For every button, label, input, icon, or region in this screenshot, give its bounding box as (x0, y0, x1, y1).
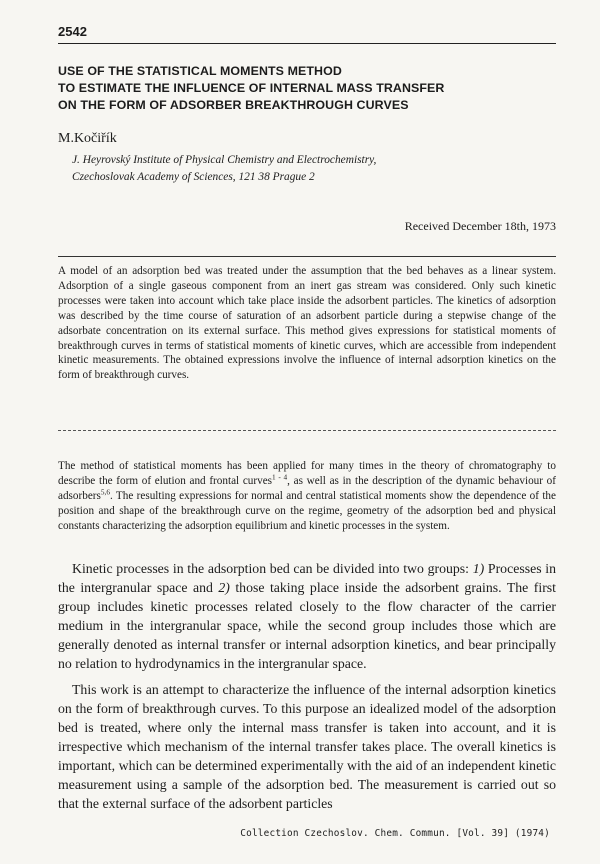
affiliation-line: J. Heyrovský Institute of Physical Chemistry and Electrochemistry, (72, 154, 377, 166)
intro-text: The method of statistical moments has been applied for many times in the theory of chromatography to describe the form of elution and frontal curves (58, 460, 556, 487)
affiliation (72, 152, 376, 186)
author-name: M.Kočiřík (58, 131, 117, 146)
title-line: USE OF THE STATISTICAL MOMENTS METHOD (58, 64, 342, 78)
body-paragraph: This work is an attempt to characterize the influence of the internal adsorption kinetics on the form of breakthrough curves. To this purpose an idealized model of the adsorption bed is treated, where only the internal mass transfer is taken into account, and it is irrespective which mechanism of the internal transfer takes place. The overall kinetics is important, which can be determined experimentally with the aid of an independent kinetic measurement using a sample of the adsorption bed. The measurement is carried out so that the external surface of the adsorbent particles (58, 682, 556, 811)
journal-footer: Collection Czechoslov. Chem. Commun. [Vol. 39] (1974) (240, 828, 550, 839)
abstract-top-rule (58, 256, 556, 257)
body-text (58, 560, 556, 814)
abstract: A model of an adsorption bed was treated under the assumption that the bed behaves as a linear system. Adsorption of a single gaseous component from an inert gas stream was considered. Only such kinetic processes were taken into account which take place inside the adsorbent particles. The kinetics of adsorption was described by the time course of saturation of an adsorbent particle during a stepwise change of the adsorbate concentration on its external surface. This method gives expressions for statistical moments of breakthrough curves in terms of statistical moments of kinetic curves, which are accessible from independent kinetic measurements. The obtained expressions involve the influence of internal adsorption kinetics on the form of breakthrough curves. (58, 265, 556, 382)
body-paragraph (58, 560, 556, 673)
list-number: 1) (472, 561, 485, 576)
citation-ref: 5,6 (100, 488, 110, 497)
abstract-bottom-rule (58, 430, 556, 431)
body-text-span: those taking place inside the adsorbent grains. The first group includes kinetic processes related closely to the flow character of the carrier medium in the intergranular space, while the second group includes those which are generally denoted as internal transfer or internal adsorption kinetics, and bear principally no relation to hydrodynamics in the intergranular space. (58, 579, 556, 671)
body-text-span: Kinetic processes in the adsorption bed can be divided into two groups: (72, 561, 473, 576)
intro-text: , as well as in the description of the dynamic behaviour of adsorbers (58, 474, 556, 502)
list-number: 2) (218, 579, 230, 595)
body-text-span: Processes in the intergranular space and (58, 561, 556, 595)
introduction-paragraph (58, 459, 556, 534)
received-date: Received December 18th, 1973 (404, 219, 556, 233)
header-rule (58, 43, 556, 44)
page-number: 2542 (58, 24, 87, 39)
intro-text: . The resulting expressions for normal and central statistical moments show the dependence of the position and shape of the breakthrough curve on the regime, geometry of the adsorption bed and physical constants characterizing the adsorption equilibrium and kinetic processes in the system. (58, 489, 556, 532)
title-line: ON THE FORM OF ADSORBER BREAKTHROUGH CURVES (58, 98, 409, 112)
affiliation-line: Czechoslovak Academy of Sciences, 121 38 Prague 2 (72, 171, 315, 183)
paper-title (58, 63, 558, 114)
citation-ref: 1 - 4 (272, 473, 288, 482)
title-line: TO ESTIMATE THE INFLUENCE OF INTERNAL MASS TRANSFER (58, 81, 445, 95)
